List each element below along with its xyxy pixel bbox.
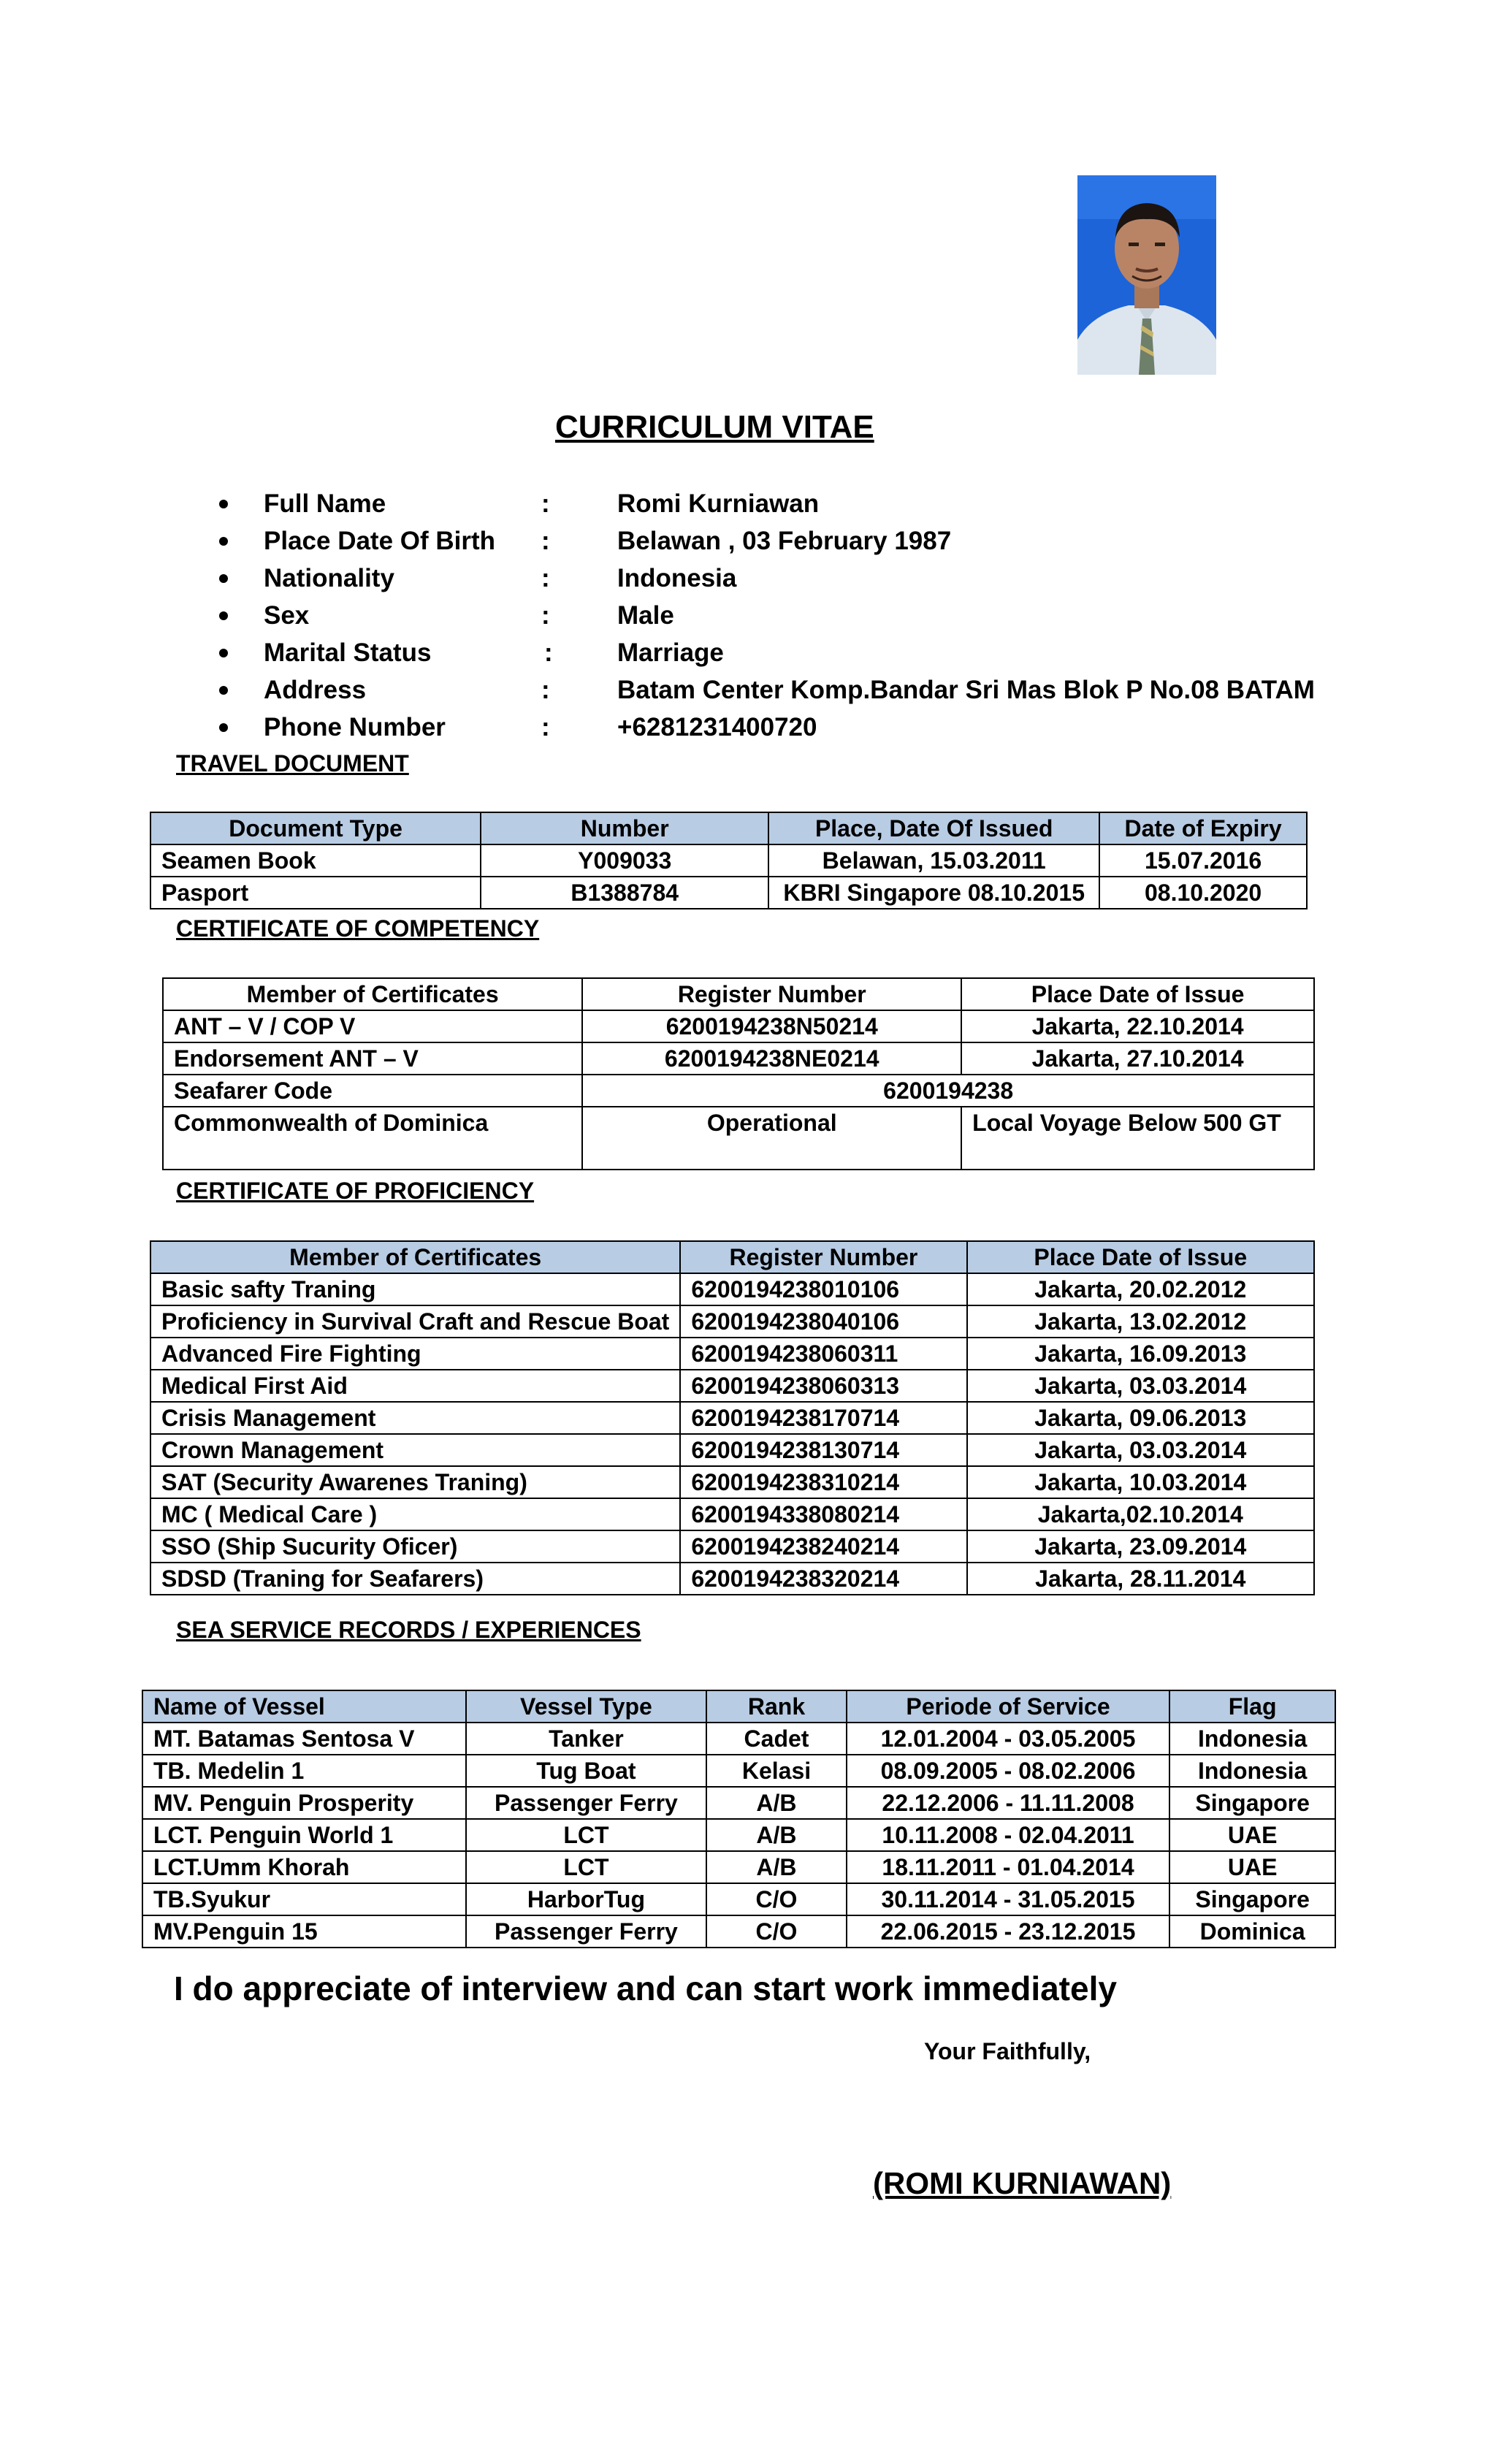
- colon: :: [544, 638, 553, 667]
- table-cell: Endorsement ANT – V: [163, 1042, 582, 1075]
- table-cell: SDSD (Traning for Seafarers): [150, 1563, 680, 1595]
- column-header: Document Type: [150, 812, 481, 844]
- table-cell: B1388784: [481, 877, 768, 909]
- competency-heading: CERTIFICATE OF COMPETENCY: [176, 915, 540, 942]
- personal-row-address: [219, 671, 1359, 709]
- table-cell: 6200194238N50214: [582, 1010, 961, 1042]
- column-header: Member of Certificates: [150, 1241, 680, 1273]
- table-row: [163, 1042, 1314, 1075]
- table-row: [150, 1305, 1314, 1338]
- bullet-icon: [219, 686, 228, 695]
- column-header: Register Number: [680, 1241, 966, 1273]
- sea-service-heading: SEA SERVICE RECORDS / EXPERIENCES: [176, 1617, 641, 1643]
- table-cell: Belawan, 15.03.2011: [768, 844, 1099, 877]
- table-cell: Jakarta, 03.03.2014: [967, 1370, 1314, 1402]
- column-header: Periode of Service: [847, 1690, 1170, 1723]
- table-row: [142, 1915, 1335, 1948]
- table-row: [150, 1466, 1314, 1498]
- table-cell: Pasport: [150, 877, 481, 909]
- table-row: [150, 1338, 1314, 1370]
- table-cell: 6200194238320214: [680, 1563, 966, 1595]
- travel-document-heading: TRAVEL DOCUMENT: [176, 750, 409, 777]
- column-header: Member of Certificates: [163, 978, 582, 1010]
- bullet-icon: [219, 500, 228, 508]
- table-row: [150, 844, 1307, 877]
- table-cell: 6200194238240214: [680, 1530, 966, 1563]
- table-row: [150, 1402, 1314, 1434]
- table-cell: Jakarta, 22.10.2014: [961, 1010, 1314, 1042]
- personal-row-nationality: [219, 560, 1359, 597]
- field-value: Marriage: [617, 638, 724, 667]
- table-cell: A/B: [706, 1787, 847, 1819]
- table-cell: SSO (Ship Sucurity Oficer): [150, 1530, 680, 1563]
- table-cell: Seamen Book: [150, 844, 481, 877]
- table-cell: SAT (Security Awarenes Traning): [150, 1466, 680, 1498]
- personal-info-list: [219, 485, 1359, 746]
- table-cell: Operational: [582, 1107, 961, 1170]
- sea-service-table: [142, 1690, 1336, 1948]
- closing-salutation: Your Faithfully,: [924, 2038, 1091, 2064]
- bullet-icon: [219, 649, 228, 657]
- column-header: Date of Expiry: [1099, 812, 1307, 844]
- proficiency-heading: CERTIFICATE OF PROFICIENCY: [176, 1178, 535, 1204]
- table-row: [142, 1723, 1335, 1755]
- table-cell: 6200194238060311: [680, 1338, 966, 1370]
- colon: :: [541, 564, 550, 592]
- table-cell: MC ( Medical Care ): [150, 1498, 680, 1530]
- colon: :: [541, 676, 550, 704]
- table-cell: 6200194238040106: [680, 1305, 966, 1338]
- table-cell: Jakarta, 09.06.2013: [967, 1402, 1314, 1434]
- column-header: Register Number: [582, 978, 961, 1010]
- table-cell: Passenger Ferry: [466, 1915, 707, 1948]
- table-cell: Singapore: [1169, 1787, 1335, 1819]
- table-cell: Cadet: [706, 1723, 847, 1755]
- personal-row-marital: [219, 634, 1359, 671]
- table-cell: C/O: [706, 1883, 847, 1915]
- table-cell: TB.Syukur: [142, 1883, 466, 1915]
- table-cell: Indonesia: [1169, 1723, 1335, 1755]
- table-cell: Tanker: [466, 1723, 707, 1755]
- personal-row-sex: [219, 597, 1359, 634]
- table-cell: UAE: [1169, 1851, 1335, 1883]
- column-header: Place Date of Issue: [961, 978, 1314, 1010]
- table-cell: Commonwealth of Dominica: [163, 1107, 582, 1170]
- table-cell: 6200194238: [582, 1075, 1314, 1107]
- table-cell: 30.11.2014 - 31.05.2015: [847, 1883, 1170, 1915]
- table-cell: 08.09.2005 - 08.02.2006: [847, 1755, 1170, 1787]
- table-cell: 12.01.2004 - 03.05.2005: [847, 1723, 1170, 1755]
- colon: :: [541, 713, 550, 741]
- table-cell: Tug Boat: [466, 1755, 707, 1787]
- table-cell: Local Voyage Below 500 GT: [961, 1107, 1314, 1170]
- table-cell: Jakarta,02.10.2014: [967, 1498, 1314, 1530]
- table-cell: KBRI Singapore 08.10.2015: [768, 877, 1099, 909]
- column-header: Place Date of Issue: [967, 1241, 1314, 1273]
- table-row: [150, 1273, 1314, 1305]
- table-cell: Indonesia: [1169, 1755, 1335, 1787]
- table-header-row: [150, 1241, 1314, 1273]
- table-cell: Medical First Aid: [150, 1370, 680, 1402]
- table-cell: TB. Medelin 1: [142, 1755, 466, 1787]
- bullet-icon: [219, 723, 228, 732]
- bullet-icon: [219, 611, 228, 620]
- table-cell: Kelasi: [706, 1755, 847, 1787]
- table-row: [150, 1498, 1314, 1530]
- table-cell: Crisis Management: [150, 1402, 680, 1434]
- table-row: [142, 1883, 1335, 1915]
- table-cell: Singapore: [1169, 1883, 1335, 1915]
- portrait-image: [1077, 175, 1216, 375]
- table-cell: 18.11.2011 - 01.04.2014: [847, 1851, 1170, 1883]
- personal-row-birth: [219, 522, 1359, 560]
- table-cell: 6200194238310214: [680, 1466, 966, 1498]
- table-row: [163, 1010, 1314, 1042]
- table-cell: LCT.Umm Khorah: [142, 1851, 466, 1883]
- table-cell: Crown Management: [150, 1434, 680, 1466]
- field-label: Sex: [264, 601, 310, 630]
- table-cell: MV.Penguin 15: [142, 1915, 466, 1948]
- closing-statement: I do appreciate of interview and can start work immediately: [174, 1969, 1117, 2007]
- table-row: [142, 1755, 1335, 1787]
- table-cell: MV. Penguin Prosperity: [142, 1787, 466, 1819]
- table-cell: LCT: [466, 1851, 707, 1883]
- table-cell: Jakarta, 23.09.2014: [967, 1530, 1314, 1563]
- table-row: [142, 1851, 1335, 1883]
- table-cell: A/B: [706, 1819, 847, 1851]
- signature-name: (ROMI KURNIAWAN): [873, 2166, 1172, 2200]
- field-value: Male: [617, 601, 674, 630]
- table-cell: Advanced Fire Fighting: [150, 1338, 680, 1370]
- table-cell: C/O: [706, 1915, 847, 1948]
- table-header-row: [142, 1690, 1335, 1723]
- table-cell: Jakarta, 13.02.2012: [967, 1305, 1314, 1338]
- bullet-icon: [219, 537, 228, 546]
- table-header-row: [163, 978, 1314, 1010]
- personal-row-phone: [219, 709, 1359, 746]
- column-header: Place, Date Of Issued: [768, 812, 1099, 844]
- table-cell: 6200194338080214: [680, 1498, 966, 1530]
- column-header: Flag: [1169, 1690, 1335, 1723]
- table-cell: 15.07.2016: [1099, 844, 1307, 877]
- field-value: Batam Center Komp.Bandar Sri Mas Blok P No.08 BATAM: [617, 676, 1315, 704]
- colon: :: [541, 527, 550, 555]
- table-cell: 08.10.2020: [1099, 877, 1307, 909]
- table-cell: Jakarta, 20.02.2012: [967, 1273, 1314, 1305]
- table-cell: 6200194238130714: [680, 1434, 966, 1466]
- column-header: Rank: [706, 1690, 847, 1723]
- table-cell: Jakarta, 03.03.2014: [967, 1434, 1314, 1466]
- field-label: Address: [264, 676, 367, 704]
- competency-table: [162, 977, 1315, 1170]
- field-label: Full Name: [264, 489, 386, 518]
- table-cell: LCT. Penguin World 1: [142, 1819, 466, 1851]
- table-cell: MT. Batamas Sentosa V: [142, 1723, 466, 1755]
- colon: :: [541, 601, 550, 630]
- field-value: Belawan , 03 February 1987: [617, 527, 952, 555]
- table-cell: ANT – V / COP V: [163, 1010, 582, 1042]
- table-cell: Jakarta, 28.11.2014: [967, 1563, 1314, 1595]
- table-row: [163, 1075, 1314, 1107]
- table-cell: Proficiency in Survival Craft and Rescue Boat: [150, 1305, 680, 1338]
- table-cell: 6200194238170714: [680, 1402, 966, 1434]
- field-value: +6281231400720: [617, 713, 817, 741]
- table-cell: 6200194238NE0214: [582, 1042, 961, 1075]
- table-cell: Seafarer Code: [163, 1075, 582, 1107]
- table-cell: Passenger Ferry: [466, 1787, 707, 1819]
- table-cell: 22.12.2006 - 11.11.2008: [847, 1787, 1170, 1819]
- field-label: Nationality: [264, 564, 394, 592]
- table-cell: Jakarta, 10.03.2014: [967, 1466, 1314, 1498]
- column-header: Name of Vessel: [142, 1690, 466, 1723]
- table-cell: 6200194238010106: [680, 1273, 966, 1305]
- page-title: CURRICULUM VITAE: [555, 409, 874, 445]
- bullet-icon: [219, 574, 228, 583]
- table-row: [150, 1434, 1314, 1466]
- colon: :: [541, 489, 550, 518]
- table-cell: Y009033: [481, 844, 768, 877]
- proficiency-table: [150, 1240, 1315, 1595]
- table-row: [150, 1530, 1314, 1563]
- travel-document-table: [150, 812, 1308, 909]
- column-header: Number: [481, 812, 768, 844]
- table-row: [150, 1563, 1314, 1595]
- table-cell: HarborTug: [466, 1883, 707, 1915]
- table-row: [150, 1370, 1314, 1402]
- table-header-row: [150, 812, 1307, 844]
- table-cell: Basic safty Traning: [150, 1273, 680, 1305]
- field-value: Indonesia: [617, 564, 737, 592]
- table-cell: 22.06.2015 - 23.12.2015: [847, 1915, 1170, 1948]
- table-cell: 10.11.2008 - 02.04.2011: [847, 1819, 1170, 1851]
- table-row: [150, 877, 1307, 909]
- table-cell: Dominica: [1169, 1915, 1335, 1948]
- table-cell: UAE: [1169, 1819, 1335, 1851]
- personal-row-full-name: [219, 485, 1359, 522]
- table-cell: A/B: [706, 1851, 847, 1883]
- field-label: Phone Number: [264, 713, 446, 741]
- table-cell: Jakarta, 16.09.2013: [967, 1338, 1314, 1370]
- column-header: Vessel Type: [466, 1690, 707, 1723]
- table-cell: 6200194238060313: [680, 1370, 966, 1402]
- profile-photo: [1077, 175, 1216, 375]
- table-cell: Jakarta, 27.10.2014: [961, 1042, 1314, 1075]
- table-row: [163, 1107, 1314, 1170]
- table-row: [142, 1787, 1335, 1819]
- field-label: Marital Status: [264, 638, 432, 667]
- table-row: [142, 1819, 1335, 1851]
- field-label: Place Date Of Birth: [264, 527, 496, 555]
- field-value: Romi Kurniawan: [617, 489, 820, 518]
- table-cell: LCT: [466, 1819, 707, 1851]
